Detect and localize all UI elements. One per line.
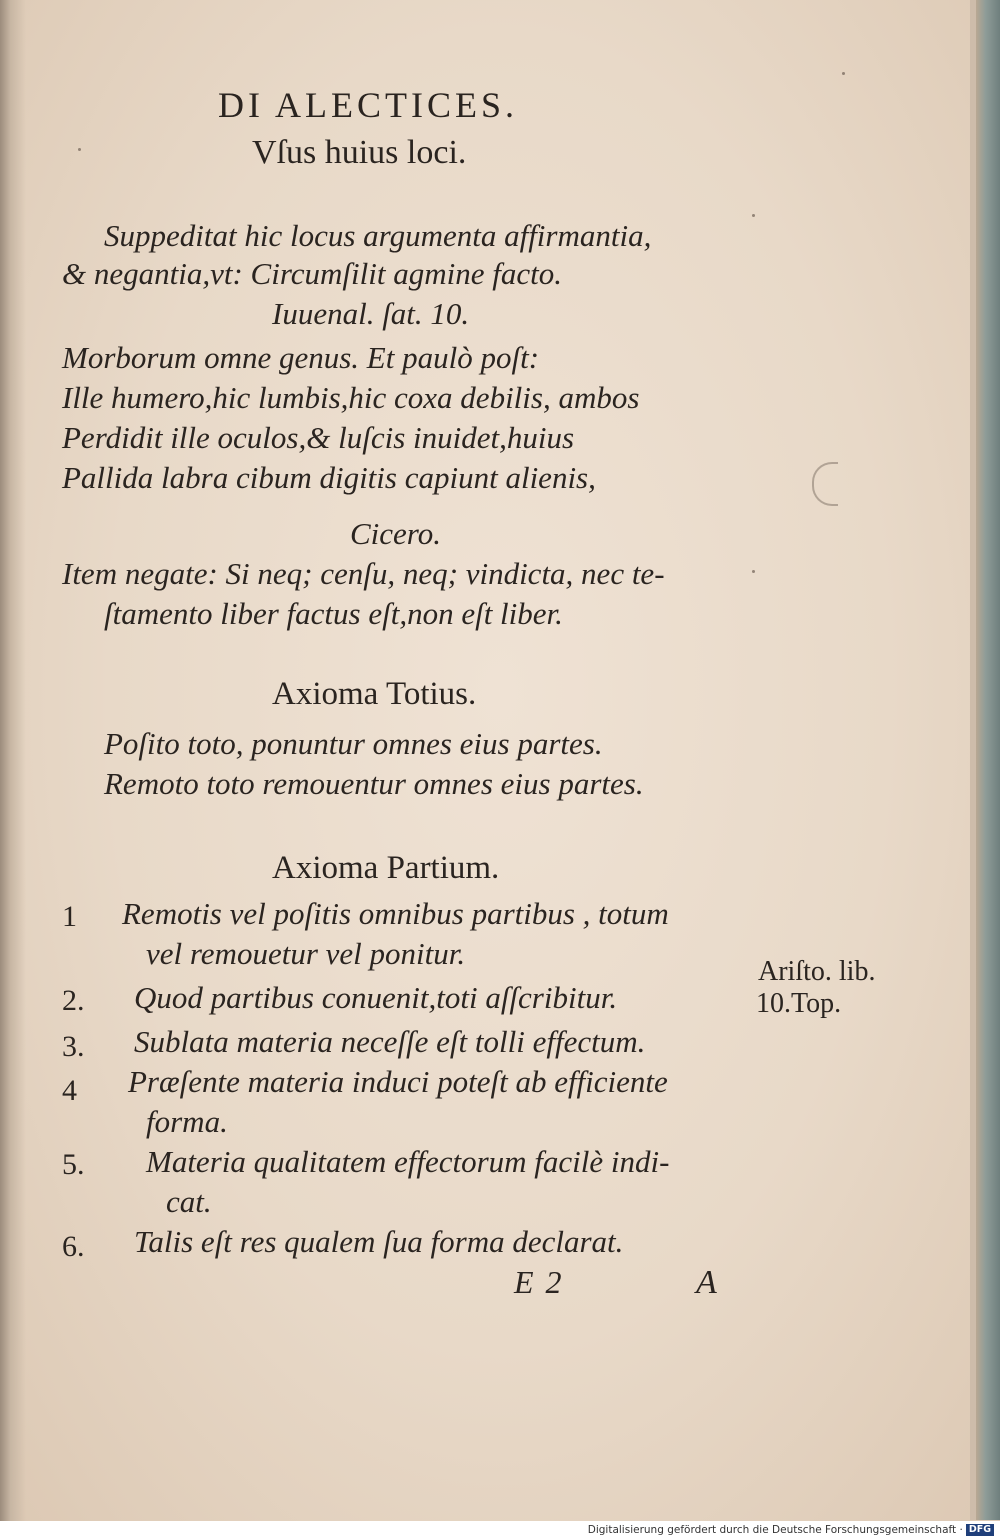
dfg-logo: DFG bbox=[966, 1524, 994, 1536]
item-number: 5. bbox=[62, 1148, 85, 1181]
footer-credit bbox=[588, 1524, 994, 1536]
paper-speck bbox=[842, 72, 845, 75]
body-line: Perdidit ille oculos,& luſcis inuidet,huius bbox=[62, 420, 575, 455]
body-line: & negantia,vt: Circumſilit agmine facto. bbox=[62, 256, 562, 291]
axiom-totius-line: Remoto toto remouentur omnes eius partes. bbox=[104, 766, 644, 801]
digitization-footer bbox=[0, 1521, 1000, 1537]
paper-speck bbox=[752, 214, 755, 217]
axiom-partium-line: vel remouetur vel ponitur. bbox=[146, 936, 466, 971]
body-line: Ille humero,hic lumbis,hic coxa debilis, ambos bbox=[62, 380, 640, 415]
printer-signature-mark: E 2 bbox=[514, 1264, 564, 1300]
axiom-partium-line: Remotis vel poſitis omnibus partibus , totum bbox=[122, 896, 669, 931]
item-number: 3. bbox=[62, 1030, 85, 1063]
axiom-partium-line: Quod partibus conuenit,toti aſſcribitur. bbox=[134, 980, 618, 1015]
paper-speck bbox=[78, 148, 81, 151]
body-line: Cicero. bbox=[350, 516, 441, 551]
axiom-partium-line: Materia qualitatem effectorum facilè indi- bbox=[146, 1144, 670, 1179]
item-number: 1 bbox=[62, 900, 77, 933]
margin-note: Ariſto. lib. bbox=[758, 956, 876, 987]
axiom-partium-line: Talis eſt res qualem ſua forma declarat. bbox=[134, 1224, 624, 1259]
margin-bracket-mark bbox=[812, 462, 838, 506]
body-line: Item negate: Si neq; cenſu, neq; vindicta, nec te- bbox=[62, 556, 665, 591]
axiom-partium-line: Sublata materia neceſſe eſt tolli effectum. bbox=[134, 1024, 646, 1059]
body-line: Morborum omne genus. Et paulò poſt: bbox=[62, 340, 540, 375]
book-board-edge bbox=[976, 0, 1000, 1520]
body-line: ſtamento liber factus eſt,non eſt liber. bbox=[104, 596, 563, 631]
item-number: 4 bbox=[62, 1074, 77, 1107]
body-line: Iuuenal. ſat. 10. bbox=[272, 296, 470, 331]
item-number: 6. bbox=[62, 1230, 85, 1263]
running-head: DI ALECTICES. bbox=[218, 85, 518, 125]
body-line: Pallida labra cibum digitis capiunt alienis, bbox=[62, 460, 596, 495]
axiom-partium-line: Præſente materia induci poteſt ab efficiente bbox=[128, 1064, 668, 1099]
item-number: 2. bbox=[62, 984, 85, 1017]
paper-speck bbox=[752, 570, 755, 573]
footer-credit-text: Digitalisierung gefördert durch die Deutsche Forschungsgemeinschaft · bbox=[587, 1524, 963, 1536]
axiom-totius-heading: Axioma Totius. bbox=[272, 676, 477, 712]
margin-note: 10.Top. bbox=[756, 988, 842, 1019]
body-line: Suppeditat hic locus argumenta affirmantia, bbox=[104, 218, 652, 253]
axiom-partium-line: cat. bbox=[166, 1184, 212, 1219]
axiom-totius-line: Poſito toto, ponuntur omnes eius partes. bbox=[104, 726, 603, 761]
axiom-partium-line: forma. bbox=[146, 1104, 228, 1139]
book-gutter-shadow bbox=[0, 0, 26, 1537]
section-heading: Vſus huius loci. bbox=[252, 134, 467, 171]
axiom-partium-heading: Axioma Partium. bbox=[272, 850, 500, 886]
catchword: A bbox=[696, 1264, 717, 1301]
